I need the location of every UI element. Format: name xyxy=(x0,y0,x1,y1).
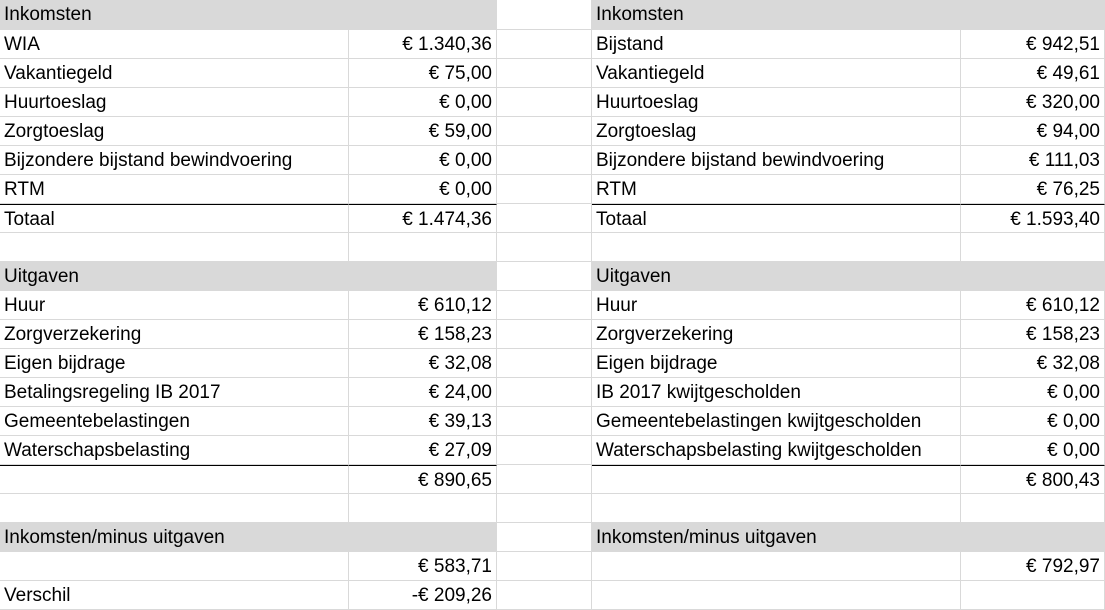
cell-label[interactable]: Zorgverzekering xyxy=(0,320,349,349)
cell-label[interactable]: Zorgtoeslag xyxy=(0,117,349,146)
cell-value[interactable]: € 1.340,36 xyxy=(349,30,497,59)
table-row xyxy=(592,291,1105,320)
cell-value[interactable]: € 111,03 xyxy=(961,146,1105,175)
right-budget-block xyxy=(592,0,1105,610)
cell-total-value[interactable]: € 890,65 xyxy=(349,465,497,494)
cell-label[interactable]: Eigen bijdrage xyxy=(0,349,349,378)
table-row xyxy=(0,436,497,465)
empty-cell[interactable] xyxy=(497,291,592,320)
cell-value[interactable]: € 32,08 xyxy=(349,349,497,378)
cell-label[interactable]: Vakantiegeld xyxy=(592,59,961,88)
cell-label[interactable]: Gemeentebelastingen kwijtgescholden xyxy=(592,407,961,436)
empty-cell[interactable] xyxy=(0,233,349,262)
cell-income-header[interactable]: Inkomsten xyxy=(592,0,1105,30)
table-row xyxy=(592,407,1105,436)
empty-cell[interactable] xyxy=(592,233,961,262)
table-row xyxy=(592,320,1105,349)
income-total-row xyxy=(0,204,497,233)
table-row xyxy=(592,436,1105,465)
empty-cell[interactable] xyxy=(497,407,592,436)
cell-value[interactable]: € 610,12 xyxy=(349,291,497,320)
table-row xyxy=(0,320,497,349)
cell-total-value[interactable]: € 1.474,36 xyxy=(349,204,497,233)
expense-header-row xyxy=(0,262,497,291)
cell-value[interactable]: € 0,00 xyxy=(961,407,1105,436)
empty-cell[interactable] xyxy=(497,146,592,175)
empty-cell[interactable] xyxy=(497,262,592,291)
table-row xyxy=(0,291,497,320)
cell-value[interactable]: € 49,61 xyxy=(961,59,1105,88)
cell-net-value[interactable]: € 792,97 xyxy=(961,552,1105,581)
empty-cell[interactable] xyxy=(592,465,961,494)
empty-cell[interactable] xyxy=(497,175,592,204)
table-row xyxy=(592,175,1105,204)
table-row xyxy=(592,88,1105,117)
cell-diff-value[interactable]: -€ 209,26 xyxy=(349,581,497,610)
table-row xyxy=(0,59,497,88)
table-row xyxy=(592,349,1105,378)
empty-cell[interactable] xyxy=(497,465,592,494)
cell-net-header[interactable]: Inkomsten/minus uitgaven xyxy=(0,523,497,552)
income-header-row xyxy=(592,0,1105,30)
left-budget-block xyxy=(0,0,497,610)
cell-value[interactable]: € 0,00 xyxy=(349,88,497,117)
cell-net-value[interactable]: € 583,71 xyxy=(349,552,497,581)
cell-label[interactable]: Gemeentebelastingen xyxy=(0,407,349,436)
empty-cell[interactable] xyxy=(497,204,592,233)
cell-value[interactable]: € 158,23 xyxy=(349,320,497,349)
cell-income-header[interactable]: Inkomsten xyxy=(0,0,497,30)
cell-label[interactable]: Bijzondere bijstand bewindvoering xyxy=(0,146,349,175)
empty-cell[interactable] xyxy=(497,59,592,88)
table-row xyxy=(592,30,1105,59)
empty-cell[interactable] xyxy=(349,494,497,523)
empty-cell[interactable] xyxy=(0,465,349,494)
empty-cell[interactable] xyxy=(497,494,592,523)
empty-cell[interactable] xyxy=(497,117,592,146)
empty-cell[interactable] xyxy=(497,0,592,30)
cell-label[interactable]: Vakantiegeld xyxy=(0,59,349,88)
spacer-column xyxy=(497,0,592,610)
cell-net-header[interactable]: Inkomsten/minus uitgaven xyxy=(592,523,1105,552)
net-header-row xyxy=(0,523,497,552)
empty-cell[interactable] xyxy=(592,552,961,581)
cell-total-label[interactable]: Totaal xyxy=(0,204,349,233)
cell-value[interactable]: € 320,00 xyxy=(961,88,1105,117)
empty-cell[interactable] xyxy=(592,581,961,610)
empty-cell[interactable] xyxy=(349,233,497,262)
empty-cell[interactable] xyxy=(497,581,592,610)
cell-value[interactable]: € 0,00 xyxy=(349,146,497,175)
expense-total-row xyxy=(592,465,1105,494)
cell-value[interactable]: € 0,00 xyxy=(961,436,1105,465)
table-row xyxy=(0,88,497,117)
cell-label[interactable]: Huurtoeslag xyxy=(592,88,961,117)
cell-label[interactable]: IB 2017 kwijtgescholden xyxy=(592,378,961,407)
empty-cell[interactable] xyxy=(0,494,349,523)
cell-value[interactable]: € 158,23 xyxy=(961,320,1105,349)
empty-cell[interactable] xyxy=(497,30,592,59)
cell-value[interactable]: € 610,12 xyxy=(961,291,1105,320)
table-row xyxy=(592,59,1105,88)
table-row xyxy=(0,146,497,175)
cell-total-value[interactable]: € 800,43 xyxy=(961,465,1105,494)
table-row xyxy=(0,349,497,378)
cell-label[interactable]: Betalingsregeling IB 2017 xyxy=(0,378,349,407)
cell-label[interactable]: Bijstand xyxy=(592,30,961,59)
empty-cell[interactable] xyxy=(592,494,961,523)
cell-label[interactable]: Huur xyxy=(592,291,961,320)
cell-value[interactable]: € 24,00 xyxy=(349,378,497,407)
cell-total-value[interactable]: € 1.593,40 xyxy=(961,204,1105,233)
empty-cell[interactable] xyxy=(497,436,592,465)
cell-value[interactable]: € 76,25 xyxy=(961,175,1105,204)
empty-cell[interactable] xyxy=(497,349,592,378)
empty-cell[interactable] xyxy=(0,552,349,581)
net-header-row xyxy=(592,523,1105,552)
cell-label[interactable]: Eigen bijdrage xyxy=(592,349,961,378)
cell-value[interactable]: € 0,00 xyxy=(349,175,497,204)
table-row xyxy=(0,30,497,59)
table-row xyxy=(0,175,497,204)
table-row xyxy=(592,146,1105,175)
empty-row xyxy=(592,494,1105,523)
table-row xyxy=(0,378,497,407)
cell-label[interactable]: RTM xyxy=(0,175,349,204)
cell-value[interactable]: € 32,08 xyxy=(961,349,1105,378)
cell-label[interactable]: Zorgtoeslag xyxy=(592,117,961,146)
table-row xyxy=(0,117,497,146)
cell-value[interactable]: € 75,00 xyxy=(349,59,497,88)
cell-value[interactable]: € 94,00 xyxy=(961,117,1105,146)
empty-cell[interactable] xyxy=(961,233,1105,262)
empty-row xyxy=(592,233,1105,262)
cell-label[interactable]: Waterschapsbelasting xyxy=(0,436,349,465)
diff-row xyxy=(0,581,497,610)
empty-cell[interactable] xyxy=(497,523,592,552)
empty-row xyxy=(0,494,497,523)
expense-header-row xyxy=(592,262,1105,291)
income-total-row xyxy=(592,204,1105,233)
cell-value[interactable]: € 39,13 xyxy=(349,407,497,436)
net-value-row xyxy=(0,552,497,581)
cell-label[interactable]: Zorgverzekering xyxy=(592,320,961,349)
cell-value[interactable]: € 0,00 xyxy=(961,378,1105,407)
income-header-row xyxy=(0,0,497,30)
empty-cell[interactable] xyxy=(497,320,592,349)
cell-total-label[interactable]: Totaal xyxy=(592,204,961,233)
empty-cell[interactable] xyxy=(497,552,592,581)
empty-cell[interactable] xyxy=(497,88,592,117)
empty-row xyxy=(0,233,497,262)
table-row xyxy=(592,378,1105,407)
net-value-row xyxy=(592,552,1105,581)
empty-cell[interactable] xyxy=(961,581,1105,610)
cell-label[interactable]: Bijzondere bijstand bewindvoering xyxy=(592,146,961,175)
cell-value[interactable]: € 942,51 xyxy=(961,30,1105,59)
cell-diff-label[interactable]: Verschil xyxy=(0,581,349,610)
cell-value[interactable]: € 59,00 xyxy=(349,117,497,146)
cell-label[interactable]: Waterschapsbelasting kwijtgescholden xyxy=(592,436,961,465)
table-row xyxy=(592,117,1105,146)
empty-row xyxy=(592,581,1105,610)
cell-expense-header[interactable]: Uitgaven xyxy=(0,262,497,291)
cell-value[interactable]: € 27,09 xyxy=(349,436,497,465)
empty-cell[interactable] xyxy=(961,494,1105,523)
empty-cell[interactable] xyxy=(497,233,592,262)
cell-label[interactable]: Huurtoeslag xyxy=(0,88,349,117)
expense-total-row xyxy=(0,465,497,494)
empty-cell[interactable] xyxy=(497,378,592,407)
cell-expense-header[interactable]: Uitgaven xyxy=(592,262,1105,291)
cell-label[interactable]: WIA xyxy=(0,30,349,59)
cell-label[interactable]: RTM xyxy=(592,175,961,204)
cell-label[interactable]: Huur xyxy=(0,291,349,320)
table-row xyxy=(0,407,497,436)
